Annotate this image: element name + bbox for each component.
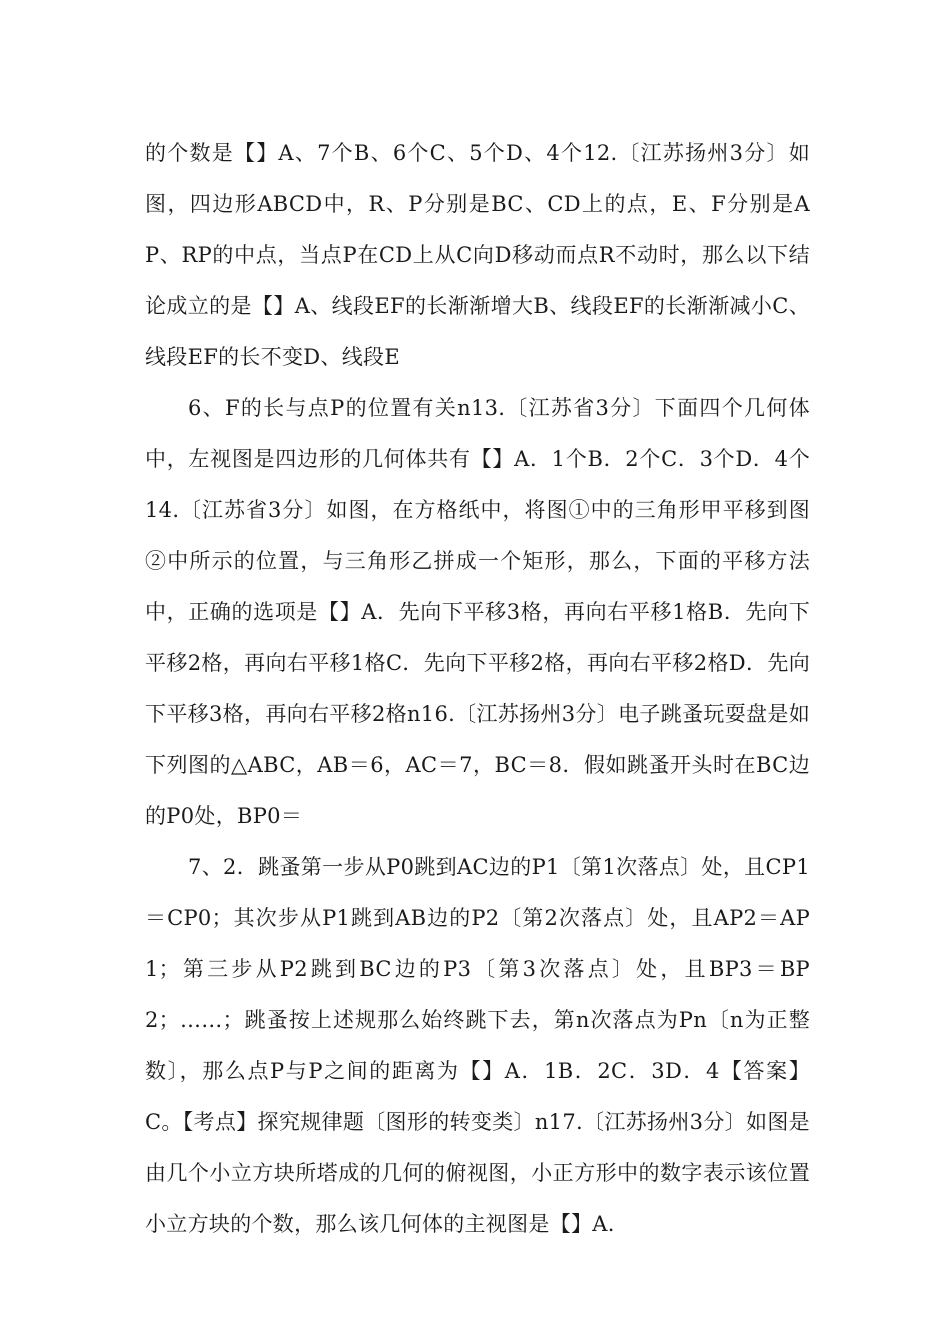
paragraph-3: 7、2．跳蚤第一步从P0跳到AC边的P1〔第1次落点〕处，且CP1＝CP0；其次步从P1跳到AB边的P2〔第2次落点〕处，且AP2＝AP1；第三步从P2跳到BC边的P3〔第3次落点〕处，且BP3＝BP2；……；跳蚤按上述规那么始终跳下去，第n次落点为Pn〔n为正整数〕，那么点P与P之间的距离为【】A．1B．2C．3D．4【答案】C。【考点】探究规律题〔图形的转变类〕n17.〔江苏扬州3分〕如图是由几个小立方块所塔成的几何的俯视图，小正方形中的数字表示该位置小立方块的个数，那么该几何体的主视图是【】A. xyxy=(145,855,810,1236)
paragraph-1: 的个数是【】A、7个B、6个C、5个D、4个12.〔江苏扬州3分〕如图，四边形ABCD中，R、P分别是BC、CD上的点，E、F分别是AP、RP的中点，当点P在CD上从C向D移动而点R不动时，那么以下结论成立的是【】A、线段EF的长渐渐增大B、线段EF的长渐渐减小C、线段EF的长不变D、线段E xyxy=(145,141,810,369)
document-body xyxy=(145,128,810,1250)
paragraph-2: 6、F的长与点P的位置有关n13.〔江苏省3分〕下面四个几何体中，左视图是四边形的几何体共有【】A．1个B．2个C．3个D．4个14.〔江苏省3分〕如图，在方格纸中，将图①中的三角形甲平移到图②中所示的位置，与三角形乙拼成一个矩形，那么，下面的平移方法中，正确的选项是【】A．先向下平移3格，再向右平移1格B．先向下平移2格，再向右平移1格C．先向下平移2格，再向右平移2格D．先向下平移3格，再向右平移2格n16.〔江苏扬州3分〕电子跳蚤玩耍盘是如下列图的△ABC，AB＝6，AC＝7，BC＝8．假如跳蚤开头时在BC边的P0处，BP0＝ xyxy=(145,396,810,828)
